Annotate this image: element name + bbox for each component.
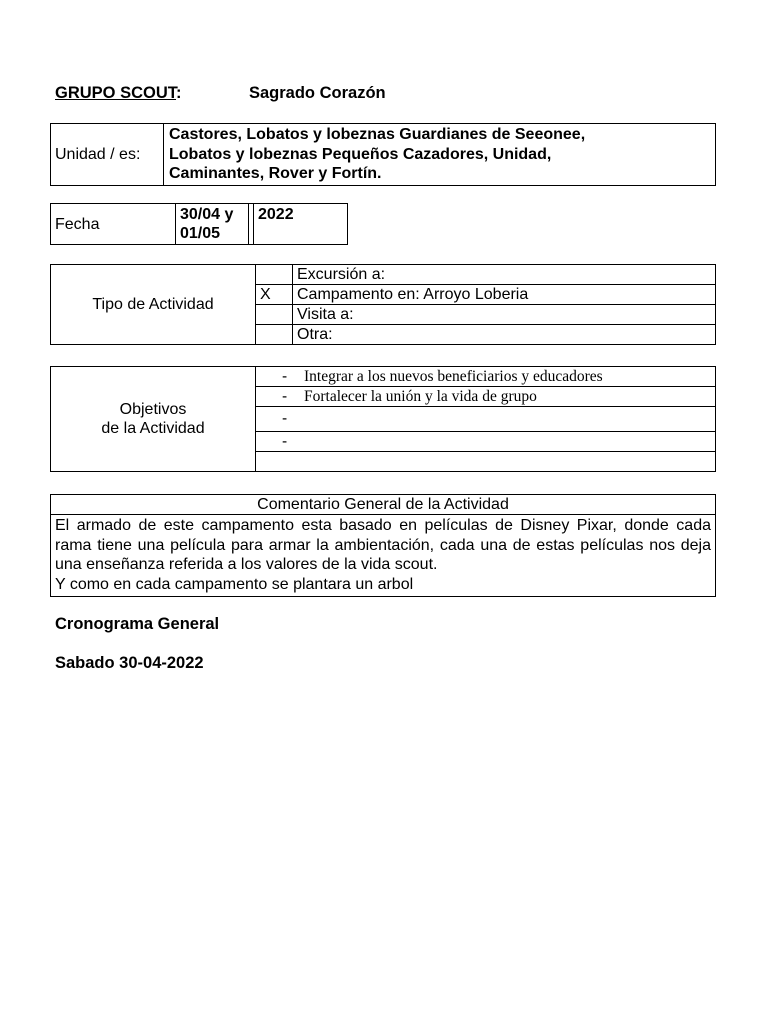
unidad-label: Unidad / es: bbox=[51, 124, 164, 186]
cronograma-day: Sabado 30-04-2022 bbox=[55, 654, 204, 672]
unidad-table bbox=[50, 123, 716, 186]
unidad-line: Castores, Lobatos y lobeznas Guardianes de Seeonee, bbox=[169, 126, 586, 143]
tipo-option: Campamento en: Arroyo Loberia bbox=[293, 285, 716, 305]
comentario-title: Comentario General de la Actividad bbox=[51, 495, 716, 515]
objetivos-label-line: Objetivos bbox=[119, 401, 187, 418]
tipo-mark bbox=[256, 325, 293, 345]
tipo-mark: X bbox=[256, 285, 293, 305]
tipo-label: Tipo de Actividad bbox=[51, 265, 256, 345]
tipo-table bbox=[50, 264, 716, 345]
fecha-label: Fecha bbox=[51, 204, 176, 245]
objetivo-item bbox=[256, 387, 716, 407]
comentario-table bbox=[50, 494, 716, 597]
tipo-option: Otra: bbox=[293, 325, 716, 345]
fecha-date-line: 30/04 y bbox=[180, 206, 234, 223]
unidad-value bbox=[164, 124, 716, 186]
fecha-date-line: 01/05 bbox=[180, 225, 221, 242]
objetivo-dash: - bbox=[282, 368, 288, 386]
tipo-option: Visita a: bbox=[293, 305, 716, 325]
objetivo-text: Fortalecer la unión y la vida de grupo bbox=[304, 388, 537, 406]
group-name: Sagrado Corazón bbox=[249, 84, 386, 102]
objetivo-dash: - bbox=[282, 432, 288, 450]
objetivo-dash: - bbox=[282, 388, 288, 406]
fecha-year: 2022 bbox=[254, 204, 348, 245]
group-label: GRUPO SCOUT bbox=[55, 84, 177, 102]
objetivo-dash: - bbox=[282, 410, 288, 428]
tipo-mark bbox=[256, 265, 293, 285]
group-header bbox=[55, 84, 386, 103]
objetivos-table bbox=[50, 366, 716, 472]
objetivo-item bbox=[256, 431, 716, 451]
cronograma-title: Cronograma General bbox=[55, 615, 220, 633]
tipo-option: Excursión a: bbox=[293, 265, 716, 285]
group-colon: : bbox=[176, 84, 182, 102]
tipo-mark bbox=[256, 305, 293, 325]
objetivo-item bbox=[256, 367, 716, 387]
objetivos-label bbox=[51, 367, 256, 472]
comentario-paragraph: Y como en cada campamento se plantara un arbol bbox=[55, 575, 414, 593]
fecha-dates bbox=[176, 204, 249, 245]
objetivos-label-line: de la Actividad bbox=[101, 420, 205, 437]
objetivo-item bbox=[256, 407, 716, 431]
comentario-paragraph: El armado de este campamento esta basado en películas de Disney Pixar, donde cada rama tiene una película para armar la ambientación, cada una de estas películas nos deja una enseñanza referida a los valores de la vida scout. bbox=[55, 517, 711, 573]
unidad-line: Caminantes, Rover y Fortín. bbox=[169, 165, 382, 182]
objetivo-text: Integrar a los nuevos beneficiarios y educadores bbox=[304, 368, 603, 386]
comentario-body bbox=[51, 515, 716, 597]
fecha-table bbox=[50, 203, 348, 245]
unidad-line: Lobatos y lobeznas Pequeños Cazadores, Unidad, bbox=[169, 145, 552, 163]
objetivo-item bbox=[256, 451, 716, 471]
